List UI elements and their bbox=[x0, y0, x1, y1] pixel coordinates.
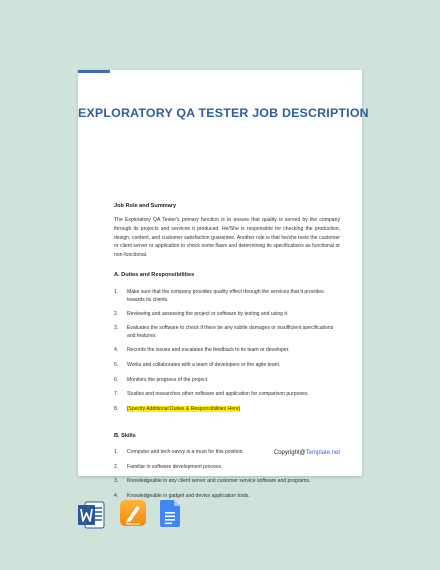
pages-icon[interactable] bbox=[120, 500, 146, 531]
list-item: 6. Monitors the progress of the project. bbox=[114, 377, 209, 383]
template-link[interactable]: Template.net bbox=[305, 450, 340, 456]
list-item: 8. [Specify Additional Duties & Responsibilities Here] bbox=[114, 406, 240, 412]
skills-heading: B. Skills bbox=[114, 433, 136, 439]
list-item: 1. Make sure that the company provides quality effect through the services that it provides towards its clients. bbox=[114, 289, 324, 304]
list-item: 4. Knowledgeable in gadget and device application tools. bbox=[114, 493, 250, 499]
list-item: 5. Works and collaborates with a team of developers or the agile team. bbox=[114, 362, 281, 368]
highlighted-placeholder: [Specify Additional Duties & Responsibilities Here] bbox=[127, 406, 240, 412]
list-item: 4. Records the issues and escalates the feedback to its team or developer. bbox=[114, 347, 290, 353]
accent-bar bbox=[78, 70, 110, 73]
duties-heading: A. Duties and Responsibilities bbox=[114, 272, 195, 278]
word-icon[interactable] bbox=[78, 500, 105, 535]
role-heading: Job Role and Summary bbox=[114, 203, 177, 209]
google-docs-icon[interactable] bbox=[160, 500, 180, 532]
summary-paragraph: The Exploratory QA Tester's primary function is to ensure that quality is served by the company through its projects and services it produced. He/She is responsible for checking the production, design, content, and customer satisfaction guarantee. Another role is that he/she tests the customer or client server or application to check some flaws and determining its specifications as functional or non-functional. bbox=[114, 217, 340, 259]
list-item: 2. Familiar in software development process. bbox=[114, 464, 223, 470]
list-item: 7. Studies and researches other software and application for comparison purposes. bbox=[114, 391, 309, 397]
app-icons bbox=[0, 500, 440, 530]
list-item: 2. Reviewing and assessing the project or software by testing and using it. bbox=[114, 311, 289, 317]
list-item: 3. Evaluates the software to check if there be any subtle damages or insufficient specifications and features. bbox=[114, 325, 334, 340]
list-item: 3. Knowledgeable in any client server and customer service software and programs. bbox=[114, 478, 311, 484]
copyright: Copyright@Template.net bbox=[273, 450, 340, 456]
document-page bbox=[78, 70, 369, 499]
list-item: 1. Computer and tech-savvy is a must for this position. bbox=[114, 449, 244, 455]
document-title: EXPLORATORY QA TESTER JOB DESCRIPTION bbox=[78, 106, 369, 120]
